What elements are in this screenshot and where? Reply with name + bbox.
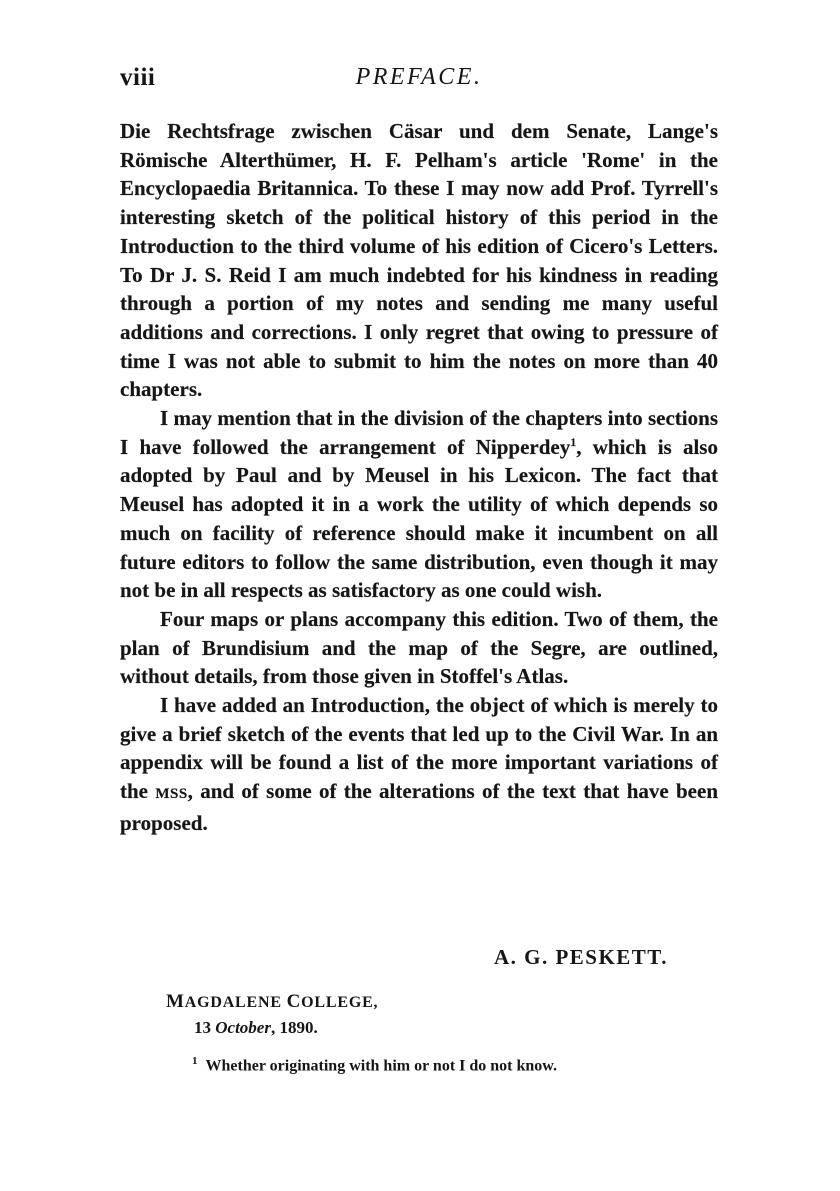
paragraph-introduction-text-cont: , and of some of the alterations of the text that have been proposed.	[120, 779, 719, 835]
paragraph-sections-text-cont: , which is also adopted by Paul and by Meusel in his Lexicon. The fact that Meusel has adopted it in a work the utility of which depends so much on facility of reference should make it incumbent on all future editors to follow the same distribution, even though it may not be in all respects as satisfactory as one could wish.	[120, 434, 718, 603]
date-year: , 1890.	[270, 1018, 318, 1037]
author-signature: A. G. PESKETT.	[493, 945, 668, 969]
date-day: 13	[194, 1018, 211, 1037]
place-line	[166, 991, 378, 1013]
paragraph-sections-text: I may mention that in the division of the chapters into sections I have followed the arrangement of Nipperdey	[120, 406, 718, 459]
manuscripts-abbrev: MSS	[155, 786, 188, 803]
paragraph-sources: Die Rechtsfrage zwischen Cäsar und dem Senate, Lange's Römische Alterthümer, H. F. Pelham's article 'Rome' in the Encyclopaedia Britannica. To these I may now add Prof. Tyrrell's interesting sketch of the political history of this period in the Introduction to the third volume of his edition of Cicero's Letters. To Dr J. S. Reid I am much indebted for his kindness in reading through a portion of my notes and sending me many useful additions and corrections. I only regret that owing to pressure of time I was not able to submit to him the notes on more than 40 chapters.	[120, 119, 718, 402]
date-month: October	[215, 1018, 271, 1037]
place-initial-1: M	[166, 991, 185, 1012]
footnote-reference: 1	[570, 434, 577, 449]
footnote-text: Whether originating with him or not I do not know.	[205, 1057, 557, 1075]
paragraph-sections	[120, 404, 718, 605]
running-title: PREFACE.	[355, 64, 483, 90]
place-rest-1: AGDALENE	[184, 994, 282, 1011]
footnote	[192, 1055, 557, 1075]
paragraph-introduction-text: I have added an Introduction, the object of which is merely to give a brief sketch of the events that led up to the Civil War. In an appendix will be found a list of the more important variations of the	[120, 693, 718, 804]
place-rest-2: OLLEGE,	[301, 994, 379, 1011]
place-initial-2: C	[286, 991, 302, 1012]
page-header	[120, 64, 718, 104]
paragraph-maps: Four maps or plans accompany this edition. Two of them, the plan of Brundisium and the map of the Segre, are outlined, without details, from those given in Stoffel's Atlas.	[120, 606, 718, 689]
preface-body	[120, 117, 718, 838]
date-line	[194, 1018, 318, 1038]
page-number: viii	[120, 64, 156, 91]
footnote-mark: 1	[192, 1055, 198, 1067]
paragraph-introduction	[120, 691, 718, 838]
